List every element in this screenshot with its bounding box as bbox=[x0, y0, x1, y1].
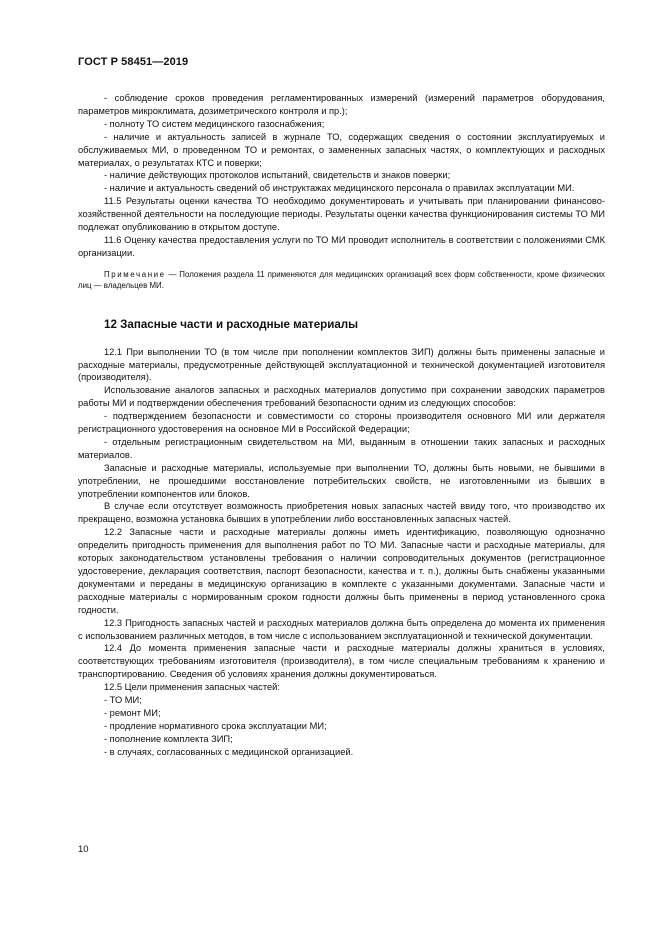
page-number: 10 bbox=[78, 844, 89, 855]
list-item: - соблюдение сроков проведения регламентированных измерений (измерений параметров оборудования, параметров микроклимата, дозиметрического контроля и пр.); bbox=[78, 93, 605, 116]
clause-12-2: 12.2 Запасные части и расходные материалы должны иметь идентификацию, позволяющую однозначно определить пригодность применения для выполнения работ по ТО МИ. Запасные части и расходные материалы, для которых законодательством установлены требования о наличии сопроводительных документов (регистрационное удостоверение, декларация соответствия, паспорт безопасности, качества и т. п.), должны быть снабжены указанными документами и переданы в медицинскую организацию в комплекте с указанными документами. Запасные части и расходные материалы с нормированным сроком годности должны быть применены в период установленного срока годности. bbox=[78, 527, 605, 615]
clause-11-6: 11.6 Оценку качества предоставления услуги по ТО МИ проводит исполнитель в соответствии с положениями СМК организации. bbox=[78, 234, 605, 258]
paragraph: Использование аналогов запасных и расходных материалов допустимо при сохранении заводских параметров работы МИ и подтверждении обеспечения требований безопасности одним из следующих способов: bbox=[78, 385, 605, 409]
clause-12-5: 12.5 Цели применения запасных частей: bbox=[104, 682, 280, 693]
standard-header: ГОСТ Р 58451—2019 bbox=[78, 56, 189, 68]
list-item: - в случаях, согласованных с медицинской организацией. bbox=[104, 746, 354, 757]
section-title: 12 Запасные части и расходные материалы bbox=[104, 317, 359, 331]
clause-12-3: 12.3 Пригодность запасных частей и расходных материалов должна быть определена до момента их применения с использованием различных методов, в том числе с использованием эксплуатационной и технической документации. bbox=[78, 617, 605, 641]
clause-11-5: 11.5 Результаты оценки качества ТО необходимо документировать и учитывать при планировании финансово-хозяйственной деятельности на последующие периоды. Результаты оценки качества функционирования системы ТО МИ подлежат опубликованию в открытом доступе. bbox=[78, 196, 605, 233]
clause-12-1: 12.1 При выполнении ТО (в том числе при пополнении комплектов ЗИП) должны быть применены запасные и расходные материалы, предусмотренные действующей эксплуатационной и технической документацией изготовителя (производителя). bbox=[78, 346, 605, 383]
list-item: - продление нормативного срока эксплуатации МИ; bbox=[104, 720, 327, 731]
list-item: - наличие и актуальность записей в журнале ТО, содержащих сведения о состоянии эксплуатируемых и обслуживаемых МИ, о проведенном ТО и ремонтах, о замененных запасных частях, о комплектующих и расходных материалах, о результатах КТС и поверки; bbox=[78, 131, 605, 168]
document-body bbox=[78, 92, 605, 759]
clause-12-4: 12.4 До момента применения запасные части и расходные материалы должны храниться в условиях, соответствующих требованиям изготовителя (производителя), в том числе специальным требованиям к хранению и транспортированию. Сведения об условиях хранения должны документироваться. bbox=[78, 643, 605, 680]
list-item: - подтверждением безопасности и совместимости со стороны производителя основного МИ или держателя регистрационного удостоверения на основное МИ в Российской Федерации; bbox=[78, 411, 605, 435]
note-label: Примечание bbox=[104, 269, 166, 279]
note-text: — Положения раздела 11 применяются для медицинских организаций всех форм собственности, кроме физических лиц — владельцев МИ. bbox=[78, 269, 605, 291]
paragraph: Запасные и расходные материалы, используемые при выполнении ТО, должны быть новыми, не бывшими в употреблении, не прошедшими восстановление потребительских свойств, не изготовленными из бывших в употреблении компонентов или блоков. bbox=[78, 462, 605, 499]
list-item: - пополнение комплекта ЗИП; bbox=[104, 733, 233, 744]
list-item: - отдельным регистрационным свидетельством на МИ, выданным в отношении таких запасных и расходных материалов. bbox=[78, 436, 605, 460]
note bbox=[78, 269, 605, 292]
list-item: - полноту ТО систем медицинского газоснабжения; bbox=[104, 118, 325, 129]
list-item: - ремонт МИ; bbox=[104, 707, 161, 718]
list-item: - ТО МИ; bbox=[104, 695, 142, 706]
list-item: - наличие и актуальность сведений об инструктажах медицинского персонала о правилах эксплуатации МИ. bbox=[104, 183, 575, 194]
paragraph: В случае если отсутствует возможность приобретения новых запасных частей ввиду того, что производство их прекращено, возможна установка бывших в употреблении либо восстановленных запасных частей. bbox=[78, 501, 605, 525]
list-item: - наличие действующих протоколов испытаний, свидетельств и знаков поверки; bbox=[104, 170, 451, 181]
